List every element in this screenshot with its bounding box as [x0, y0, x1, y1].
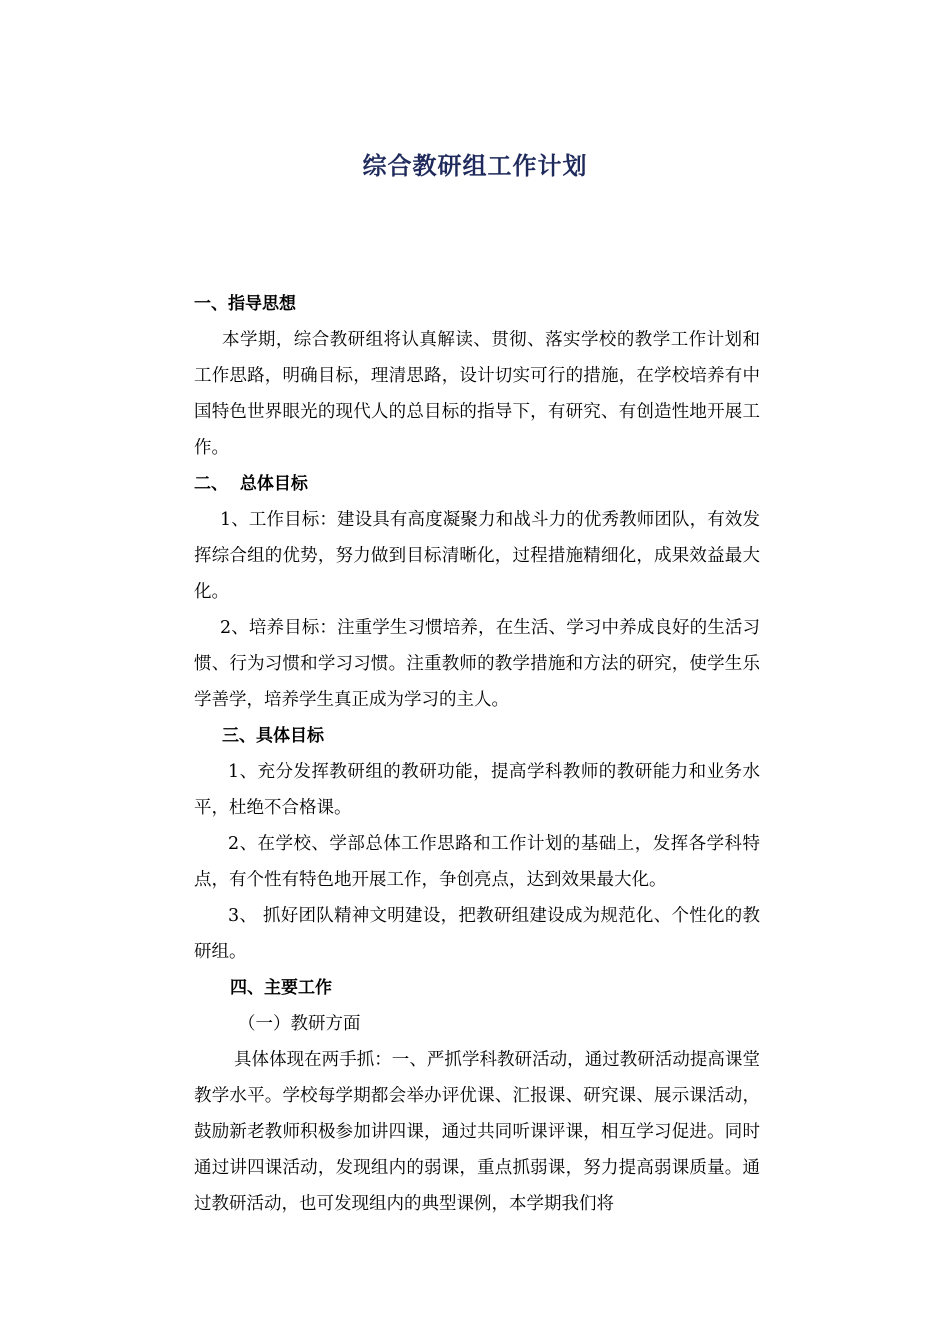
section-heading: 二、 总体目标 — [194, 474, 308, 494]
section-paragraph: 2、在学校、学部总体工作思路和工作计划的基础上，发挥各学科特点，有个性有特色地开展工作，争创亮点，达到效果最大化。 — [194, 834, 760, 890]
section-paragraph: 1、工作目标：建设具有高度凝聚力和战斗力的优秀教师团队，有效发挥综合组的优势，努力做到目标清晰化，过程措施精细化，成果效益最大化。 — [194, 510, 760, 602]
section-subheading: （一）教研方面 — [238, 1014, 361, 1034]
document-body — [194, 286, 760, 1222]
section-heading: 四、主要工作 — [230, 978, 332, 998]
section-paragraph: 2、培养目标：注重学生习惯培养，在生活、学习中养成良好的生活习惯、行为习惯和学习习惯。注重教师的教学措施和方法的研究，使学生乐学善学，培养学生真正成为学习的主人。 — [194, 618, 760, 710]
section-paragraph: 1、充分发挥教研组的教研功能，提高学科教师的教研能力和业务水平，杜绝不合格课。 — [194, 762, 760, 818]
section-heading: 三、具体目标 — [222, 726, 324, 746]
section-paragraph: 本学期，综合教研组将认真解读、贯彻、落实学校的教学工作计划和工作思路，明确目标，理清思路，设计切实可行的措施，在学校培养有中国特色世界眼光的现代人的总目标的指导下，有研究、有创造性地开展工作。 — [194, 330, 760, 458]
section-paragraph: 具体体现在两手抓：一、严抓学科教研活动，通过教研活动提高课堂教学水平。学校每学期都会举办评优课、汇报课、研究课、展示课活动，鼓励新老教师积极参加讲四课，通过共同听课评课，相互学习促进。同时通过讲四课活动，发现组内的弱课，重点抓弱课，努力提高弱课质量。通过教研活动，也可发现组内的典型课例，本学期我们将 — [194, 1050, 760, 1214]
document-title: 综合教研组工作计划 — [362, 152, 588, 180]
section-paragraph: 3、 抓好团队精神文明建设，把教研组建设成为规范化、个性化的教研组。 — [194, 906, 760, 962]
section-heading: 一、指导思想 — [194, 294, 296, 314]
